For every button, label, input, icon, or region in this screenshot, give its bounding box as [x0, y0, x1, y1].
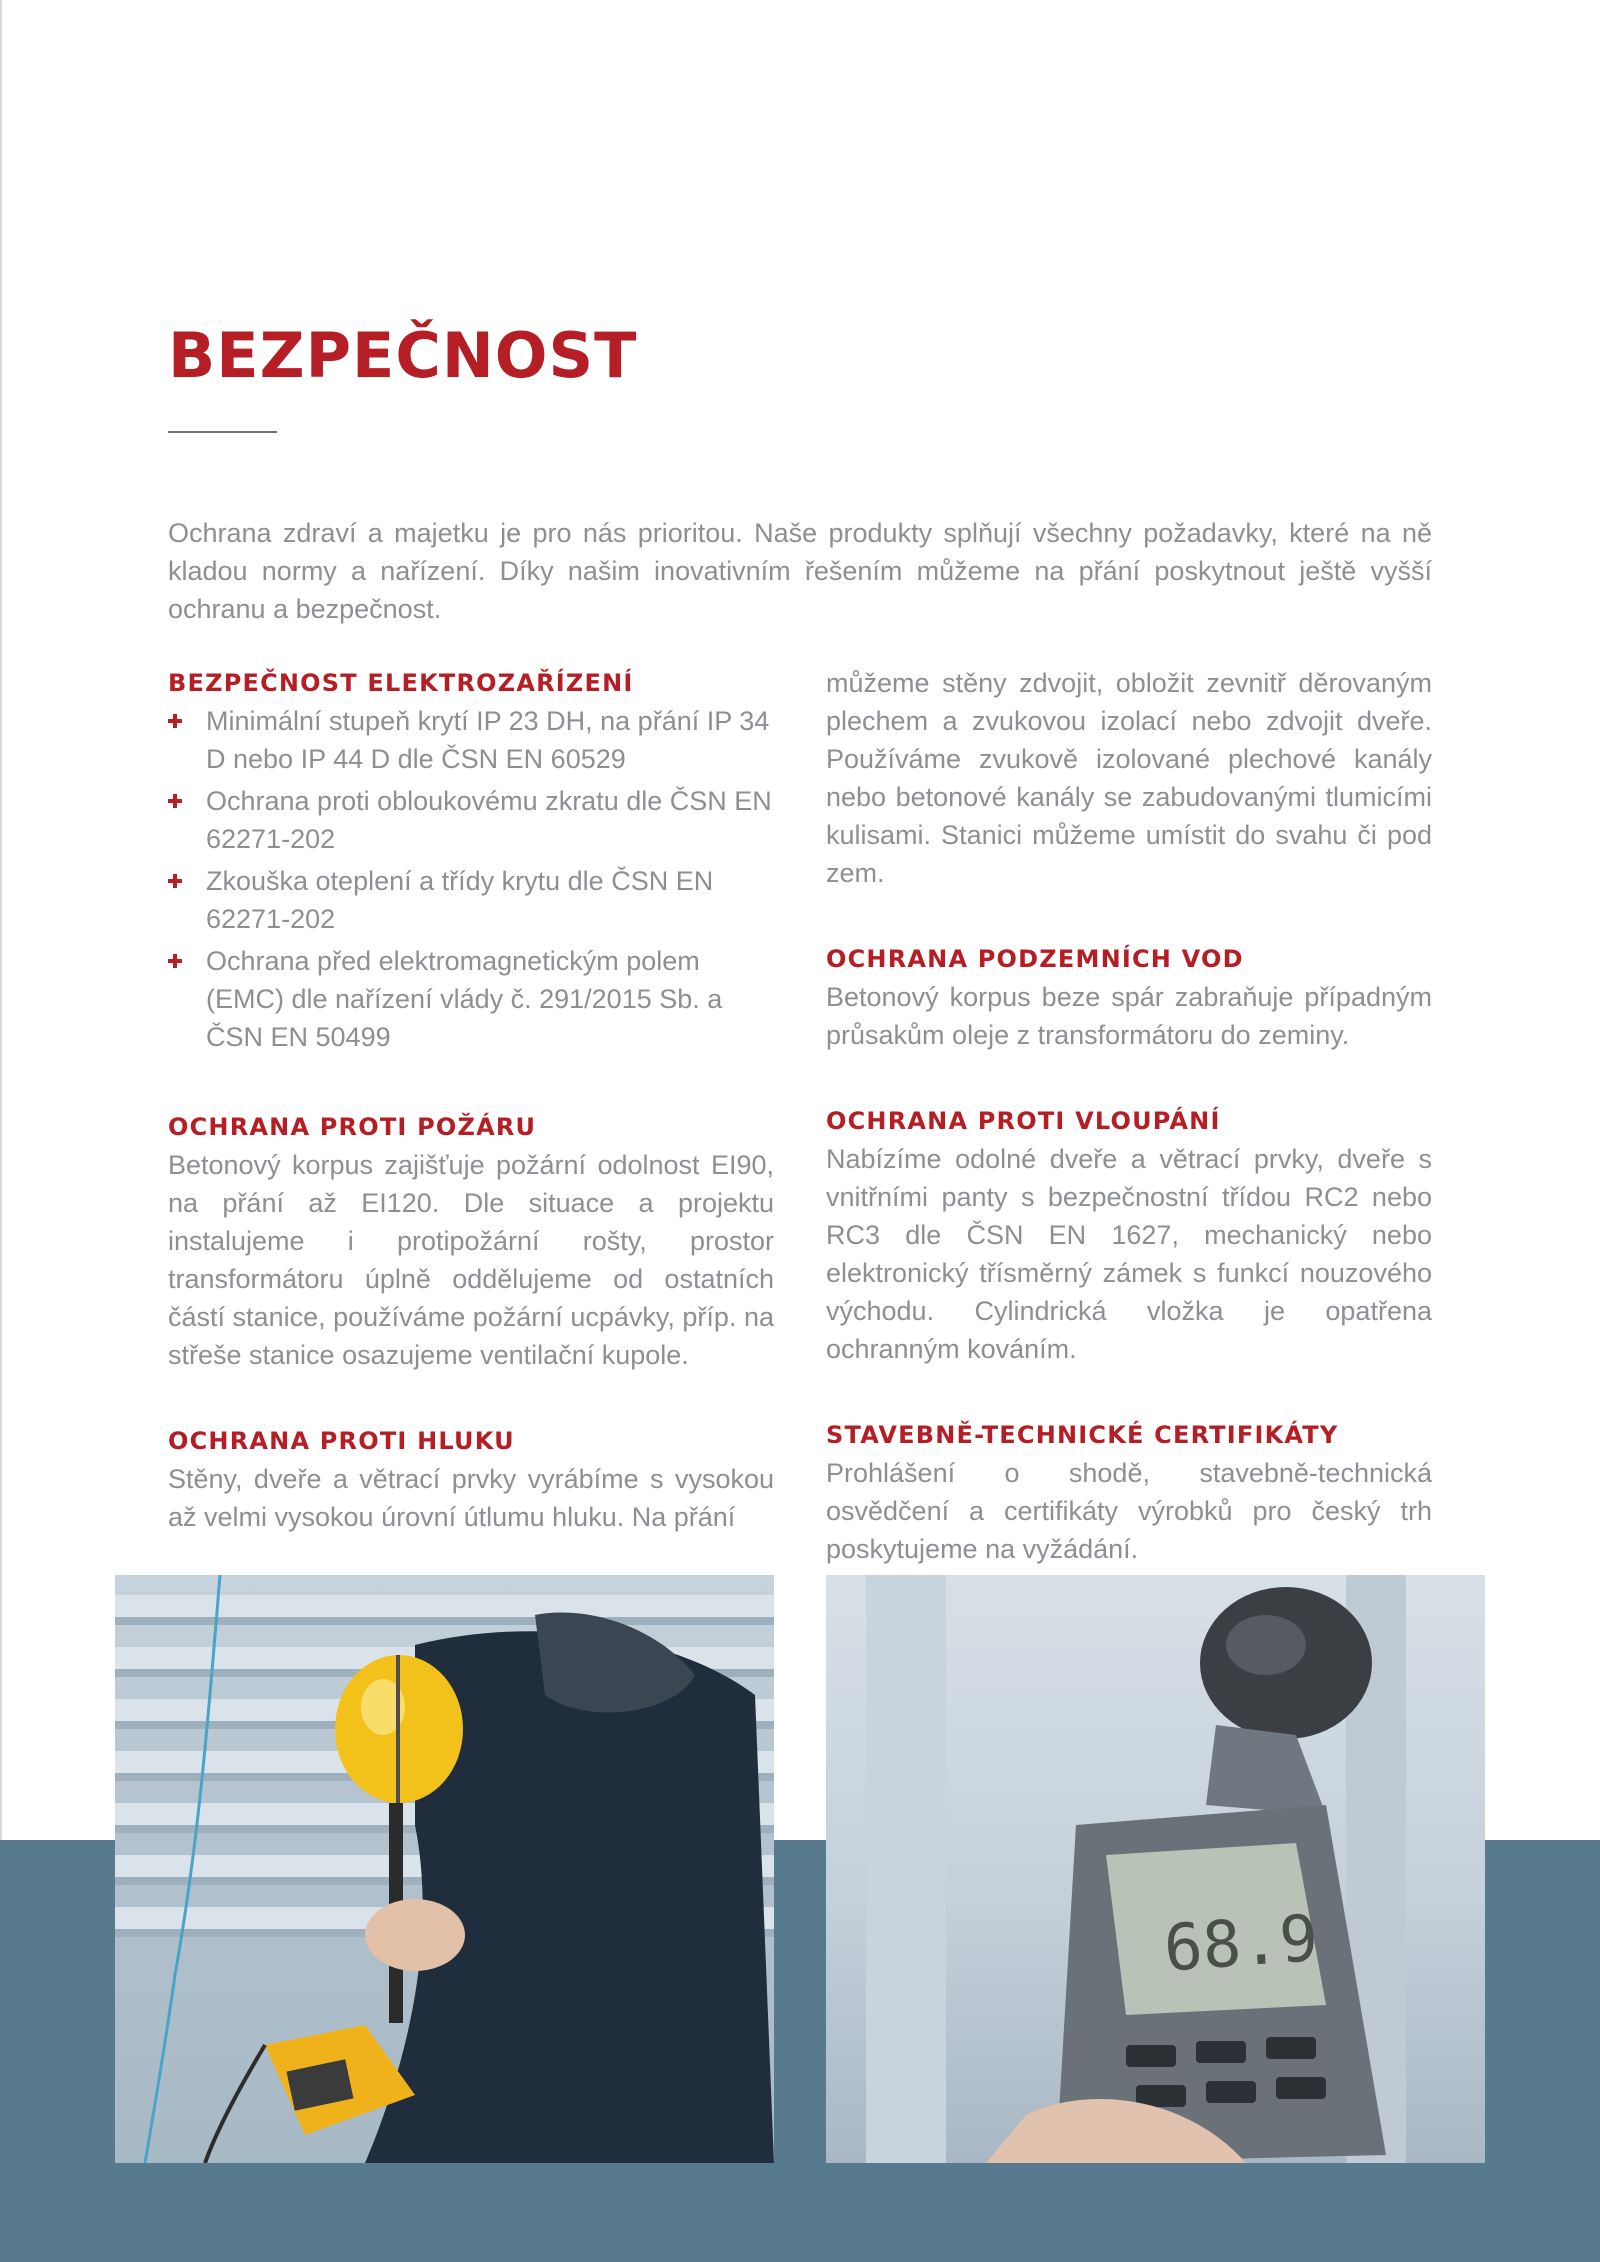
- list-item: Minimální stupeň krytí IP 23 DH, na přání IP 34 D nebo IP 44 D dle ČSN EN 60529: [168, 702, 774, 778]
- sound-level-meter-photo: [826, 1575, 1485, 2163]
- meter-display-reading: 68.9: [1161, 1901, 1321, 1987]
- plus-bullet-icon: [168, 794, 182, 808]
- list-item: Ochrana před elektromagnetickým polem (EMC) dle nařízení vlády č. 291/2015 Sb. a ČSN EN 50499: [168, 942, 774, 1056]
- sound-level-meter-illustration: [826, 1575, 1485, 2163]
- plus-bullet-icon: [168, 714, 182, 728]
- plus-bullet-icon: [168, 954, 182, 968]
- noise-protection-text-continued: můžeme stěny zdvojit, obložit zevnitř děrovaným plechem a zvukovou izolací nebo zdvojit dveře. Používáme zvukově izolované plechové kanály nebo betonové kanály se zabudovanými tlumicími kulisami. Stanici můžeme umístit do svahu či pod zem.: [826, 668, 1432, 888]
- fire-protection-heading: OCHRANA PROTI POŽÁRU: [168, 1113, 537, 1141]
- burglary-protection-heading: OCHRANA PROTI VLOUPÁNÍ: [826, 1107, 1221, 1135]
- noise-protection-text: Stěny, dveře a větrací prvky vyrábíme s vysokou až velmi vysokou úrovní útlumu hluku. Na přání: [168, 1464, 774, 1532]
- list-item: Zkouška oteplení a třídy krytu dle ČSN EN 62271-202: [168, 862, 774, 938]
- title-underline: [168, 431, 277, 433]
- emf-measurement-photo: [115, 1575, 774, 2163]
- right-column: [826, 664, 1432, 1568]
- plus-bullet-icon: [168, 874, 182, 888]
- groundwater-protection-text: Betonový korpus beze spár zabraňuje případným průsakům oleje z transformátoru do zeminy.: [826, 982, 1432, 1050]
- groundwater-protection-heading: OCHRANA PODZEMNÍCH VOD: [826, 945, 1244, 973]
- electrical-safety-list: [168, 702, 774, 1056]
- emf-measurement-illustration: [115, 1575, 774, 2163]
- page-title: BEZPEČNOST: [168, 319, 638, 392]
- certificates-text: Prohlášení o shodě, stavebně-technická osvědčení a certifikáty výrobků pro český trh poskytujeme na vyžádání.: [826, 1458, 1432, 1564]
- list-item: Ochrana proti obloukovému zkratu dle ČSN EN 62271-202: [168, 782, 774, 858]
- fire-protection-text: Betonový korpus zajišťuje požární odolnost EI90, na přání až EI120. Dle situace a projektu instalujeme i protipožární rošty, prostor transformátoru úplně oddělujeme od ostatních částí stanice, používáme požární ucpávky, příp. na střeše stanice osazujeme ventilační kupole.: [168, 1150, 774, 1370]
- left-column: [168, 664, 774, 1536]
- intro-paragraph: Ochrana zdraví a majetku je pro nás prioritou. Naše produkty splňují všechny požadavky, které na ně kladou normy a nařízení. Díky našim inovativním řešením můžeme na přání poskytnout ještě vyšší ochranu a bezpečnost.: [168, 518, 1432, 624]
- burglary-protection-text: Nabízíme odolné dveře a větrací prvky, dveře s vnitřními panty s bezpečnostní třídou RC2 nebo RC3 dle ČSN EN 1627, mechanický nebo elektronický třísměrný zámek s funkcí nouzového východu. Cylindrická vložka je opatřena ochranným kováním.: [826, 1144, 1432, 1364]
- page-left-rule: [0, 0, 2, 1840]
- certificates-heading: STAVEBNĚ-TECHNICKÉ CERTIFIKÁTY: [826, 1421, 1339, 1449]
- electrical-safety-heading: BEZPEČNOST ELEKTROZAŘÍZENÍ: [168, 669, 634, 697]
- noise-protection-heading: OCHRANA PROTI HLUKU: [168, 1427, 515, 1455]
